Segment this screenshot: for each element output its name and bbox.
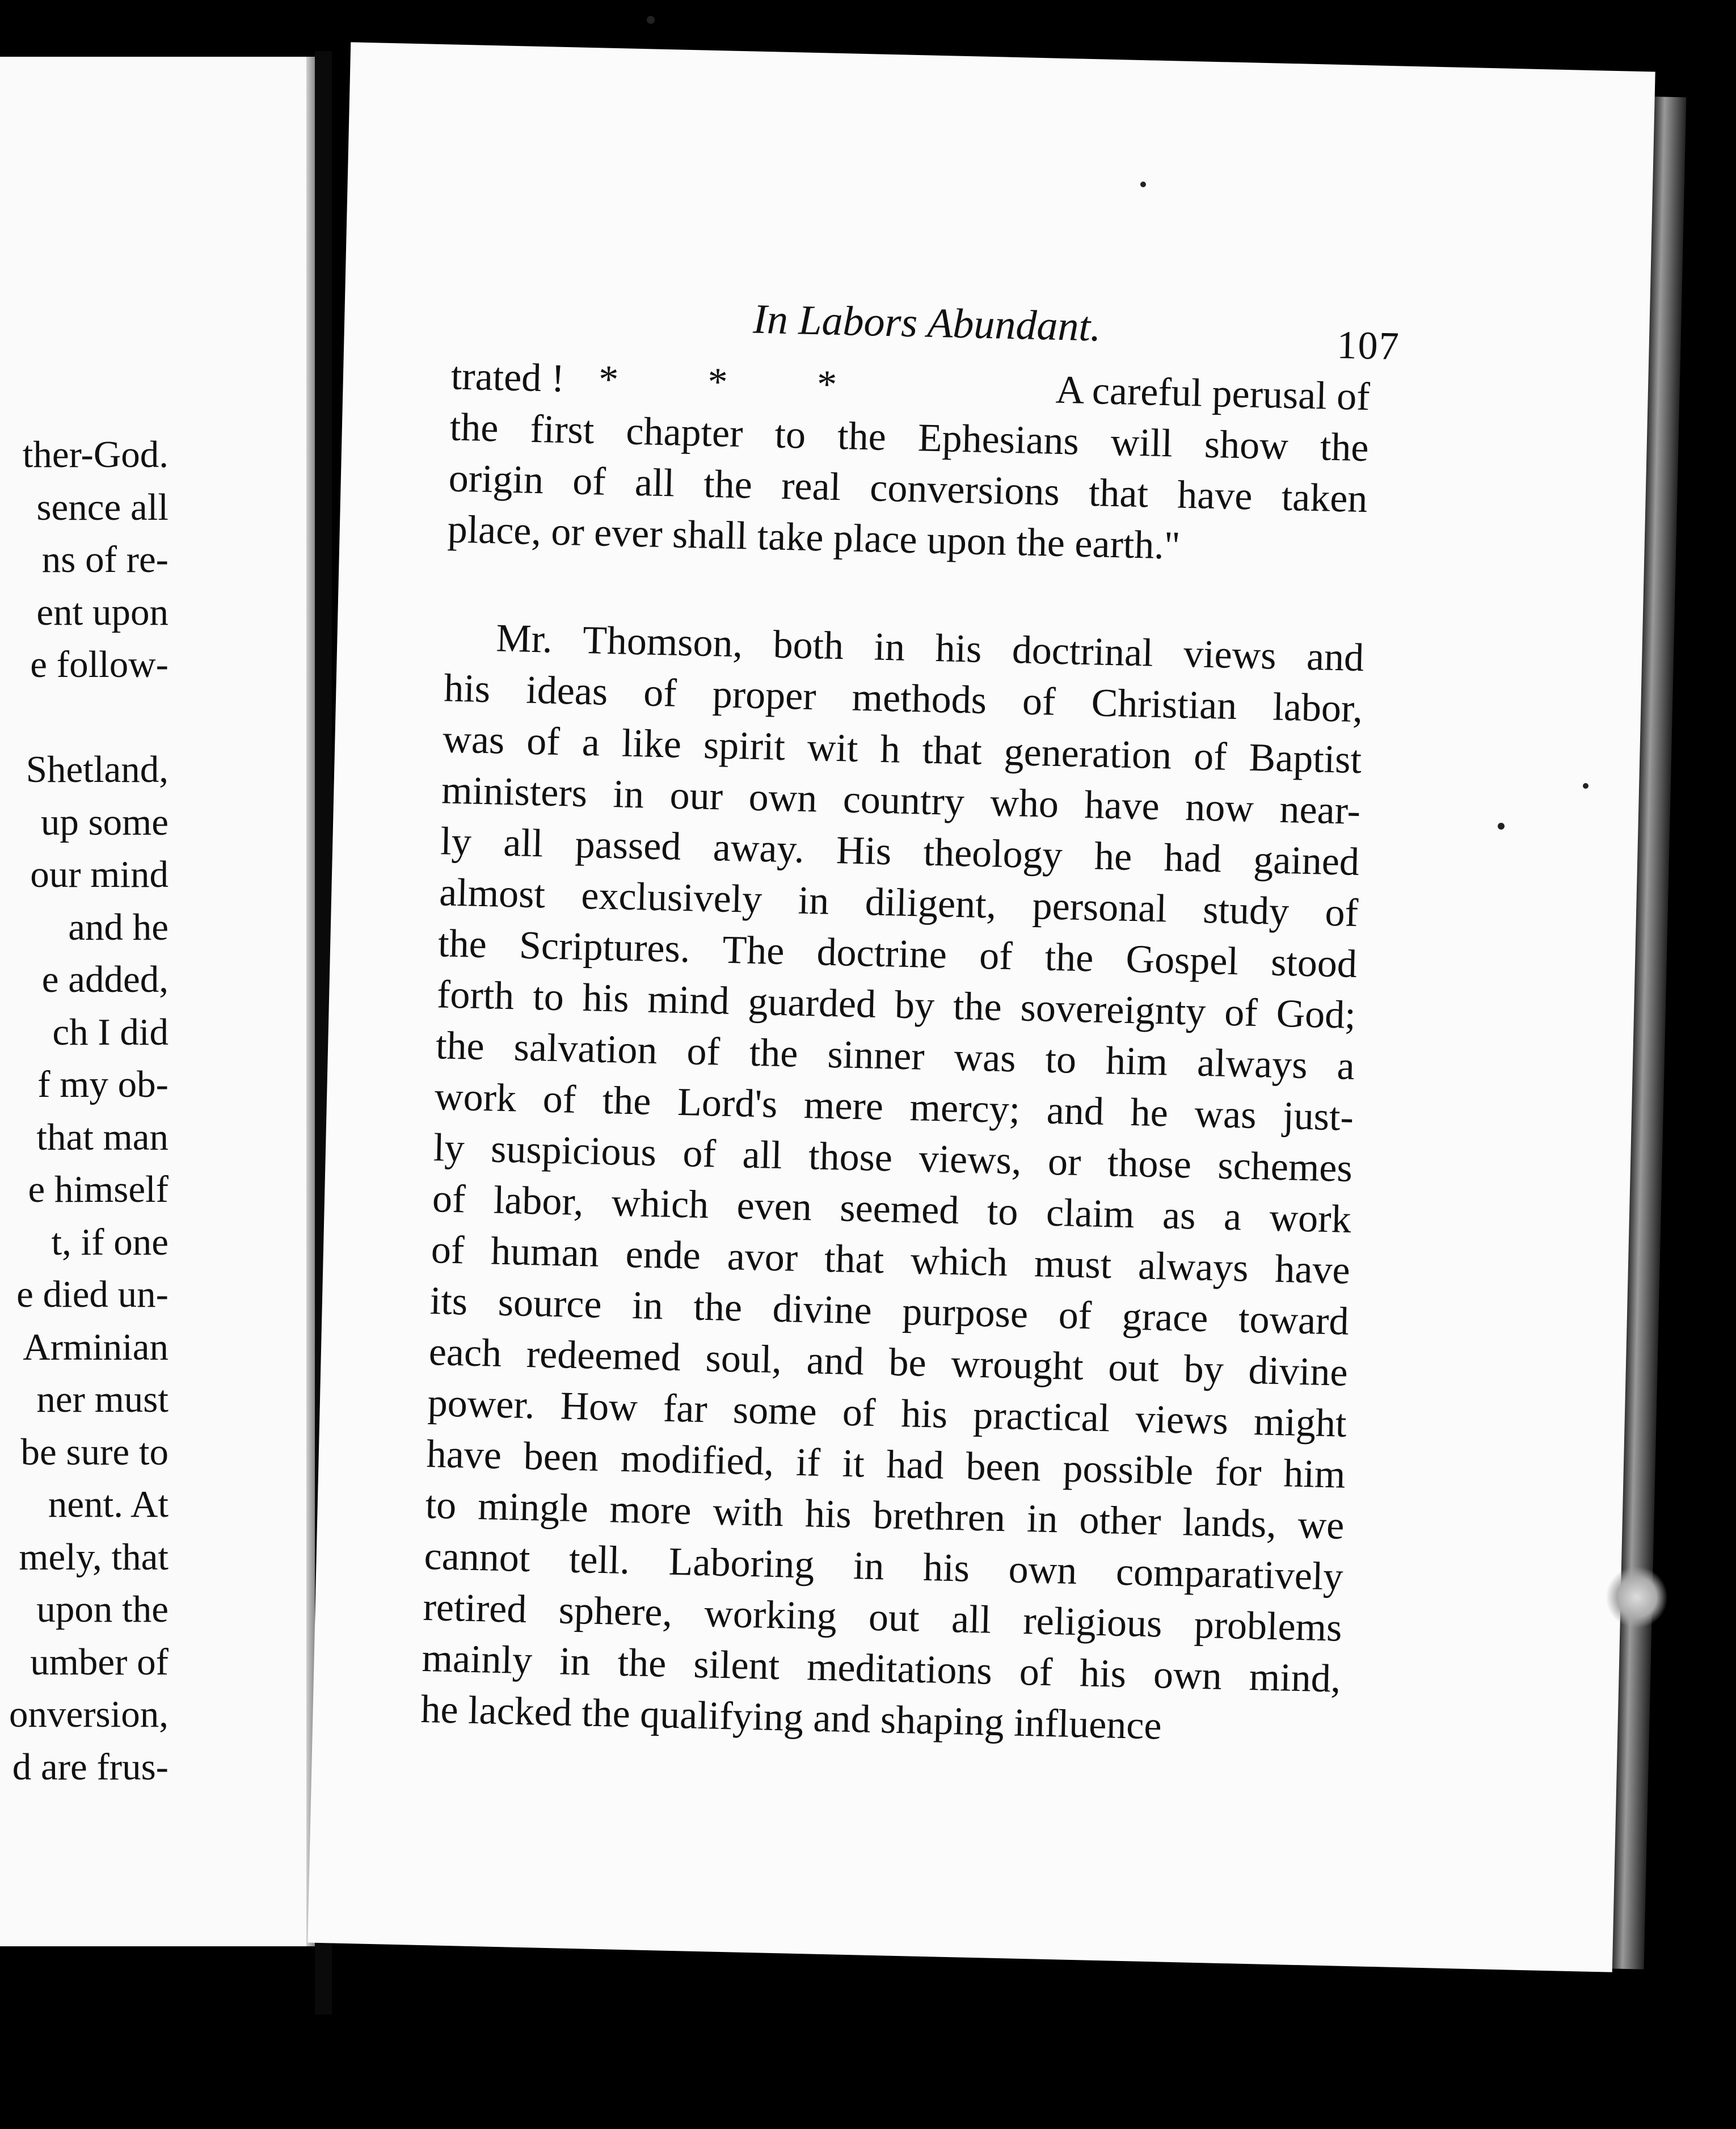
word: a bbox=[1223, 1194, 1242, 1239]
word: ideas bbox=[525, 668, 609, 714]
word: claim bbox=[1046, 1190, 1135, 1237]
section-break-stars: * * * bbox=[598, 357, 877, 408]
word: his bbox=[922, 1545, 970, 1591]
left-page bbox=[0, 57, 315, 1946]
word: Mr. bbox=[495, 616, 553, 662]
word: the bbox=[1044, 935, 1094, 981]
left-page-line: e died un- bbox=[16, 1273, 168, 1315]
word: guarded bbox=[747, 979, 877, 1026]
word: generation bbox=[1003, 730, 1172, 778]
word: mere bbox=[803, 1083, 884, 1129]
word: redeemed bbox=[526, 1332, 681, 1380]
word: of bbox=[526, 719, 561, 764]
word: each bbox=[428, 1330, 503, 1375]
word: views bbox=[1135, 1397, 1229, 1444]
word: to bbox=[987, 1189, 1019, 1234]
word: if bbox=[795, 1440, 821, 1485]
word: gained bbox=[1253, 838, 1360, 885]
left-page-line: and he bbox=[68, 906, 168, 948]
left-page-text bbox=[0, 428, 168, 1793]
word: all bbox=[634, 460, 675, 506]
left-page-line: ner must bbox=[36, 1378, 168, 1420]
word: work bbox=[1269, 1196, 1352, 1242]
left-page-line: e added, bbox=[41, 958, 168, 1000]
word: h bbox=[879, 727, 901, 772]
word: problems bbox=[1194, 1602, 1343, 1650]
word: of bbox=[686, 1029, 720, 1074]
left-page-line: that man bbox=[36, 1116, 168, 1158]
word: power. bbox=[427, 1381, 536, 1428]
word: far bbox=[663, 1386, 708, 1432]
word: Baptist bbox=[1248, 735, 1362, 782]
word: conversions bbox=[869, 466, 1060, 514]
word: that bbox=[824, 1236, 884, 1282]
word: the bbox=[437, 922, 487, 967]
word: his bbox=[934, 626, 983, 671]
word: other bbox=[1078, 1498, 1162, 1544]
word: lands, bbox=[1182, 1500, 1277, 1547]
word: personal bbox=[1031, 883, 1168, 931]
word: always bbox=[1196, 1041, 1308, 1088]
word: divine bbox=[772, 1286, 873, 1333]
word: both bbox=[772, 622, 845, 668]
word: in bbox=[1026, 1497, 1059, 1542]
left-page-line: up some bbox=[40, 801, 168, 843]
word: Laboring bbox=[668, 1539, 815, 1587]
word: of bbox=[842, 1390, 877, 1435]
dust-speck bbox=[1140, 182, 1146, 187]
word: who bbox=[989, 781, 1059, 826]
word: like bbox=[621, 721, 682, 767]
word: of bbox=[431, 1228, 465, 1273]
word: seemed bbox=[839, 1186, 960, 1233]
word: of bbox=[572, 459, 606, 504]
word: views, bbox=[918, 1137, 1022, 1183]
word: stood bbox=[1270, 940, 1358, 986]
word: been bbox=[965, 1444, 1042, 1490]
word: by bbox=[894, 983, 935, 1028]
word: that bbox=[1088, 471, 1149, 516]
word: practical bbox=[972, 1393, 1111, 1441]
word: first bbox=[529, 407, 595, 453]
word: for bbox=[1215, 1450, 1262, 1495]
word: him bbox=[1283, 1451, 1346, 1497]
word: Scriptures. bbox=[519, 923, 691, 971]
word: theology bbox=[922, 830, 1063, 878]
word: the bbox=[435, 1024, 485, 1069]
paragraph-1 bbox=[447, 402, 1370, 576]
word: possible bbox=[1062, 1446, 1194, 1493]
paragraph-1-first-line-end: A careful perusal of bbox=[1055, 368, 1371, 419]
word: those bbox=[1107, 1141, 1192, 1187]
left-page-line: be sure to bbox=[20, 1430, 168, 1473]
word: mercy; bbox=[909, 1085, 1021, 1132]
word: the bbox=[953, 984, 1002, 1029]
word: schemes bbox=[1217, 1143, 1353, 1190]
left-page-line: onversion, bbox=[9, 1693, 168, 1735]
word: own bbox=[748, 775, 818, 821]
word: own bbox=[1153, 1653, 1223, 1698]
word: away. bbox=[713, 826, 805, 872]
word: of bbox=[1057, 1293, 1093, 1338]
word: His bbox=[836, 828, 892, 874]
word: of bbox=[643, 671, 677, 716]
word: toward bbox=[1238, 1297, 1350, 1344]
left-page-line: umber of bbox=[30, 1640, 168, 1683]
word: will bbox=[1110, 420, 1173, 466]
word: all bbox=[951, 1597, 992, 1642]
word: have bbox=[1084, 783, 1160, 829]
word: study bbox=[1202, 887, 1290, 934]
left-page-line: nent. At bbox=[48, 1483, 168, 1525]
left-page-line: Arminian bbox=[23, 1326, 168, 1368]
word: had bbox=[886, 1442, 945, 1488]
word: silent bbox=[693, 1642, 780, 1689]
paragraph-2 bbox=[420, 612, 1365, 1756]
word: the bbox=[1320, 425, 1370, 470]
word: ly bbox=[440, 819, 472, 864]
dust-speck bbox=[647, 16, 655, 24]
word: in bbox=[853, 1544, 885, 1589]
word: was bbox=[442, 717, 505, 763]
word: might bbox=[1253, 1400, 1347, 1446]
word: a bbox=[581, 720, 600, 765]
word: show bbox=[1204, 422, 1289, 469]
word: we bbox=[1297, 1503, 1345, 1548]
word: real bbox=[781, 464, 841, 510]
word: doctrinal bbox=[1012, 628, 1154, 675]
word: of bbox=[1193, 734, 1228, 779]
running-head: In Labors Abundant. bbox=[752, 296, 1102, 351]
word: those bbox=[808, 1134, 893, 1180]
word: Christian bbox=[1090, 681, 1238, 729]
word: of bbox=[1019, 1650, 1054, 1695]
word: almost bbox=[439, 870, 546, 917]
word: it bbox=[841, 1441, 865, 1486]
word: had bbox=[1163, 836, 1222, 881]
body-text bbox=[420, 351, 1371, 1756]
word: Thomson, bbox=[582, 618, 744, 666]
left-page-line: e follow- bbox=[30, 643, 168, 685]
word: Lord's bbox=[677, 1080, 778, 1126]
word: forth bbox=[436, 973, 515, 1019]
word: in bbox=[612, 772, 645, 817]
dust-speck bbox=[1498, 823, 1505, 830]
word: some bbox=[732, 1388, 818, 1434]
word: was bbox=[953, 1035, 1017, 1081]
left-page-line bbox=[0, 691, 168, 744]
word: purpose bbox=[901, 1289, 1029, 1336]
word: even bbox=[736, 1184, 812, 1230]
word: methods bbox=[851, 675, 987, 723]
word: our bbox=[669, 773, 723, 819]
word: always bbox=[1137, 1244, 1249, 1290]
word: human bbox=[490, 1229, 600, 1276]
word: ministers bbox=[441, 768, 588, 816]
word: as bbox=[1162, 1193, 1196, 1238]
word: divine bbox=[1248, 1348, 1349, 1395]
word: and bbox=[1306, 634, 1365, 680]
word: which bbox=[910, 1239, 1009, 1285]
word: must bbox=[1034, 1242, 1113, 1288]
word: of bbox=[1324, 890, 1359, 936]
word: chapter bbox=[625, 409, 744, 456]
word: the bbox=[617, 1640, 667, 1686]
word: exclusively bbox=[580, 873, 763, 922]
word: a bbox=[1336, 1044, 1355, 1088]
right-page bbox=[307, 42, 1655, 1972]
word: of bbox=[682, 1131, 717, 1176]
word: of bbox=[432, 1177, 466, 1222]
word: cannot bbox=[423, 1534, 531, 1581]
left-page-line: Shetland, bbox=[26, 748, 168, 790]
left-page-line: our mind bbox=[30, 853, 168, 895]
word: religious bbox=[1022, 1598, 1163, 1646]
word: spirit bbox=[703, 723, 786, 769]
word: ly bbox=[433, 1126, 465, 1171]
dust-speck bbox=[1583, 783, 1588, 789]
torn-paper-fragment bbox=[1606, 1566, 1668, 1629]
left-page-line: sence all bbox=[36, 486, 168, 528]
word: God; bbox=[1275, 991, 1356, 1037]
word: ende bbox=[625, 1232, 701, 1278]
word: out bbox=[1107, 1345, 1160, 1391]
word: tell. bbox=[568, 1537, 630, 1583]
word: have bbox=[1177, 473, 1253, 519]
word: mind bbox=[647, 977, 730, 1023]
word: in bbox=[559, 1639, 591, 1684]
word: the bbox=[602, 1078, 652, 1124]
word: proper bbox=[712, 672, 817, 719]
word: mingle bbox=[477, 1484, 589, 1531]
word: sinner bbox=[827, 1032, 925, 1079]
word: diligent, bbox=[864, 880, 997, 927]
word: be bbox=[888, 1340, 927, 1385]
word: labor, bbox=[1272, 685, 1363, 731]
word: the bbox=[449, 405, 499, 451]
word: sovereignty bbox=[1019, 986, 1207, 1034]
word: his bbox=[582, 976, 630, 1021]
word: work bbox=[434, 1075, 517, 1121]
word: of bbox=[1022, 679, 1056, 724]
word: and bbox=[1046, 1088, 1105, 1134]
word: in bbox=[873, 625, 906, 670]
word: The bbox=[722, 928, 785, 974]
word: in bbox=[631, 1284, 664, 1328]
word: modified, bbox=[620, 1436, 775, 1484]
word: doctrine bbox=[816, 930, 947, 977]
word: all bbox=[503, 821, 544, 866]
word: been bbox=[523, 1434, 599, 1480]
word: retired bbox=[422, 1585, 528, 1632]
word: near- bbox=[1279, 787, 1361, 834]
word: the bbox=[837, 414, 887, 459]
word: to bbox=[424, 1483, 457, 1528]
word: was bbox=[1194, 1092, 1257, 1138]
word: mind, bbox=[1248, 1655, 1342, 1701]
word: Ephesians bbox=[917, 416, 1080, 464]
word: he bbox=[1130, 1091, 1169, 1135]
word: by bbox=[1183, 1347, 1224, 1392]
word: taken bbox=[1280, 475, 1368, 521]
word: he bbox=[1094, 834, 1133, 879]
word: country bbox=[842, 777, 965, 824]
word: meditations bbox=[806, 1645, 993, 1693]
word: sphere, bbox=[558, 1588, 673, 1635]
word: labor, bbox=[493, 1178, 584, 1225]
word: all bbox=[741, 1133, 783, 1178]
word: to bbox=[774, 413, 806, 457]
word: more bbox=[609, 1487, 692, 1533]
word: origin bbox=[448, 456, 544, 503]
word: the bbox=[693, 1285, 743, 1330]
word: to bbox=[1044, 1037, 1077, 1082]
left-page-line: ns of re- bbox=[41, 538, 168, 580]
left-page-line: t, if one bbox=[51, 1221, 168, 1263]
word: brethren bbox=[873, 1493, 1006, 1541]
word: mainly bbox=[421, 1636, 533, 1683]
word: passed bbox=[574, 822, 682, 869]
word: views bbox=[1183, 632, 1277, 678]
word: the bbox=[703, 462, 753, 507]
word: wrought bbox=[950, 1341, 1084, 1389]
word: the bbox=[749, 1030, 799, 1076]
word: Gospel bbox=[1125, 937, 1239, 984]
page-number: 107 bbox=[1336, 323, 1401, 369]
left-page-line: ent upon bbox=[36, 591, 168, 633]
word: of bbox=[979, 933, 1013, 979]
word: avor bbox=[726, 1234, 799, 1280]
word: his bbox=[900, 1391, 949, 1437]
paragraph-1-start: trated ! bbox=[450, 354, 565, 401]
word: now bbox=[1185, 785, 1254, 831]
word: own bbox=[1008, 1547, 1078, 1593]
word: working bbox=[703, 1592, 837, 1639]
word: just- bbox=[1282, 1094, 1354, 1139]
word: salvation bbox=[513, 1025, 658, 1073]
word: or bbox=[1047, 1139, 1082, 1185]
word: which bbox=[611, 1181, 710, 1227]
word: his bbox=[1079, 1651, 1127, 1697]
left-page-line: ch I did bbox=[52, 1011, 168, 1053]
left-page-line: ther-God. bbox=[22, 434, 168, 476]
word: comparatively bbox=[1115, 1550, 1344, 1599]
word: source bbox=[498, 1280, 602, 1327]
text-line: he lacked the qualifying and shaping influence bbox=[420, 1687, 1162, 1748]
word: and bbox=[806, 1339, 865, 1384]
word: soul, bbox=[705, 1336, 782, 1382]
left-page-line: upon the bbox=[36, 1588, 168, 1630]
word: in bbox=[797, 878, 830, 923]
word: that bbox=[921, 728, 983, 773]
word: have bbox=[426, 1432, 502, 1478]
word: out bbox=[868, 1595, 920, 1640]
word: grace bbox=[1122, 1294, 1209, 1341]
word: have bbox=[1274, 1247, 1351, 1293]
word: of bbox=[1224, 990, 1258, 1036]
word: suspicious bbox=[490, 1127, 657, 1175]
word: of bbox=[542, 1077, 577, 1122]
word: its bbox=[429, 1279, 469, 1324]
word: with bbox=[712, 1490, 784, 1535]
word: to bbox=[532, 975, 564, 1020]
word: his bbox=[804, 1492, 852, 1537]
word: How bbox=[559, 1384, 638, 1430]
word: his bbox=[443, 666, 491, 712]
left-page-line: f my ob- bbox=[37, 1063, 168, 1105]
left-page-line: mely, that bbox=[19, 1535, 168, 1578]
word: wit bbox=[807, 725, 859, 771]
word: him bbox=[1105, 1039, 1168, 1084]
left-page-line: e himself bbox=[28, 1168, 168, 1210]
text-line: place, or ever shall take place upon the earth." bbox=[446, 507, 1181, 568]
left-page-line: d are frus- bbox=[12, 1745, 168, 1788]
